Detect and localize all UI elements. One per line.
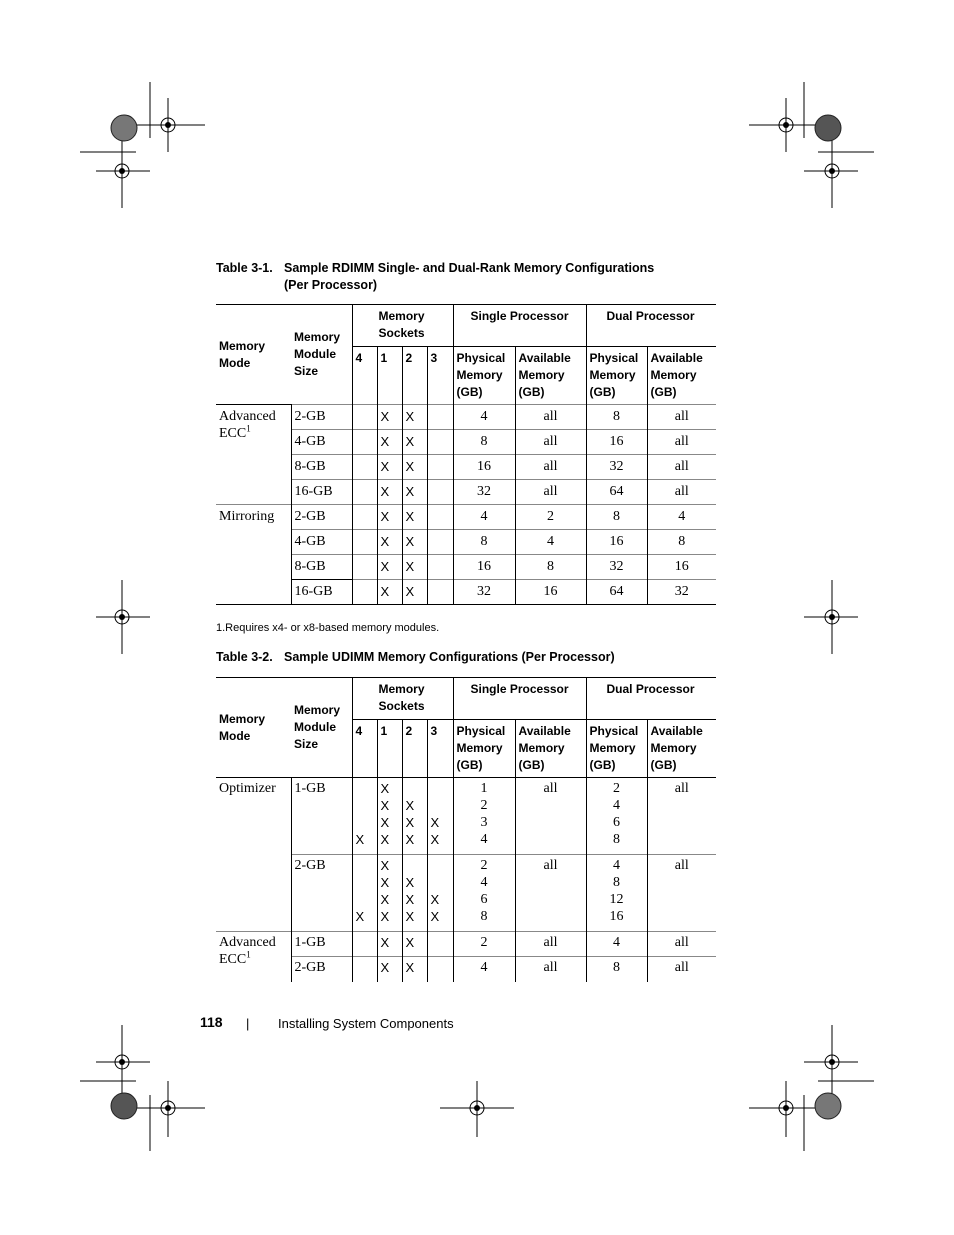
socket-cell: X [377,405,402,430]
socket-cell [427,480,453,505]
socket-cell [352,480,377,505]
socket-cell [427,505,453,530]
table-row [216,405,716,430]
mode-cell: Optimizer [219,781,276,796]
mode-label: Advanced ECC [219,935,276,967]
value-cell: 16 [586,530,647,555]
size-cell: 8-GB [291,555,352,580]
value-cell: all [647,430,716,455]
value-cell: 16 [647,555,716,580]
mode-cell [216,932,291,982]
value-item: 4 [613,798,621,813]
size-cell: 2-GB [291,405,352,430]
value-cell: all [647,957,716,982]
socket-mark: X [380,875,390,890]
socket-cell: X [377,480,402,505]
value-cell: all [515,480,586,505]
table2 [216,677,716,982]
value-item: 3 [480,815,488,830]
value-cell: all [647,855,716,932]
socket-mark: X [355,909,365,924]
header-socket-1: 1 [377,720,402,778]
table1-title-line1: Sample RDIMM Single- and Dual-Rank Memory Configurations [284,261,655,275]
table-row [216,932,716,957]
value-cell: 64 [586,580,647,605]
value-cell: 32 [586,555,647,580]
value-item: 12 [609,892,624,907]
value-cell: 2 [453,932,515,957]
mode-label: Advanced ECC [219,409,276,441]
socket-mark: X [380,858,390,873]
value-cell: 32 [453,580,515,605]
socket-cell [427,932,453,957]
footnote-ref: 1 [246,423,251,434]
socket-mark [356,814,374,831]
socket-cell: X [402,555,427,580]
size-cell: 4-GB [291,530,352,555]
header-single-available: Available Memory (GB) [515,347,586,405]
value-cell: all [647,778,716,855]
socket-mark [356,780,374,797]
socket-cell [352,932,377,957]
table2-caption [216,649,615,666]
socket-cell: X [377,505,402,530]
socket-mark: X [430,892,440,907]
socket-cell [427,455,453,480]
header-socket-4: 4 [352,720,377,778]
value-cell: 4 [586,932,647,957]
table-row [216,555,716,580]
socket-mark [356,797,374,814]
socket-cell [402,778,427,855]
size-cell: 2-GB [291,505,352,530]
table-row [216,957,716,982]
table-row [216,430,716,455]
header-dual-physical: Physical Memory (GB) [586,720,647,778]
table1-body [216,405,716,605]
footer-separator: | [246,1016,250,1031]
value-cell [453,778,515,855]
socket-cell: X [402,455,427,480]
size-cell: 2-GB [291,855,352,932]
socket-mark: X [405,875,415,890]
value-cell: 8 [453,530,515,555]
socket-cell [377,855,402,932]
header-single-available: Available Memory (GB) [515,720,586,778]
value-cell: 32 [453,480,515,505]
header-socket-3: 3 [427,347,453,405]
socket-mark [356,891,374,908]
table-row [216,778,716,855]
socket-mark [431,857,450,874]
header-dual-physical: Physical Memory (GB) [586,347,647,405]
value-item: 4 [480,832,488,847]
value-cell: 16 [515,580,586,605]
header-socket-3: 3 [427,720,453,778]
table-row [216,580,716,605]
socket-cell [352,957,377,982]
socket-cell: X [402,430,427,455]
socket-cell [427,778,453,855]
value-cell: 16 [453,455,515,480]
socket-mark: X [380,832,390,847]
value-cell: 4 [515,530,586,555]
socket-cell [427,530,453,555]
socket-cell: X [402,405,427,430]
value-cell: 8 [586,957,647,982]
socket-cell: X [402,957,427,982]
value-cell: all [515,778,586,855]
size-cell: 16-GB [291,580,352,605]
footnote: 1.Requires x4- or x8-based memory modules. [216,622,440,634]
table1-caption [216,260,654,294]
value-cell: 4 [453,405,515,430]
table2-number: Table 3-2. [216,650,273,664]
table-row [216,455,716,480]
value-cell: 8 [515,555,586,580]
value-cell: all [647,480,716,505]
value-cell: all [647,932,716,957]
value-item: 4 [613,858,621,873]
socket-cell [427,405,453,430]
socket-cell [352,580,377,605]
value-cell: 4 [453,957,515,982]
socket-cell: X [377,555,402,580]
socket-mark: X [405,798,415,813]
value-cell: 8 [586,505,647,530]
socket-cell [352,530,377,555]
socket-cell: X [377,455,402,480]
value-cell: 16 [586,430,647,455]
value-cell: all [647,455,716,480]
header-dual-processor: Dual Processor [586,305,716,347]
value-item: 1 [480,781,488,796]
header-memory-sockets: Memory Sockets [352,305,453,347]
header-single-physical: Physical Memory (GB) [453,347,515,405]
size-cell: 4-GB [291,430,352,455]
socket-cell: X [402,505,427,530]
socket-mark: X [380,909,390,924]
value-cell: all [515,430,586,455]
socket-mark [431,780,450,797]
value-item: 2 [480,798,488,813]
value-cell: all [515,855,586,932]
size-cell: 1-GB [291,778,352,855]
socket-mark: X [405,815,415,830]
socket-mark: X [430,909,440,924]
socket-cell: X [402,480,427,505]
socket-cell [352,855,377,932]
header-memory-sockets: Memory Sockets [352,678,453,720]
socket-cell: X [377,932,402,957]
value-cell: all [647,405,716,430]
value-cell: 2 [515,505,586,530]
socket-cell [352,555,377,580]
socket-mark [406,857,424,874]
table1 [216,304,716,605]
mode-cell: Mirroring [216,505,291,605]
footer-section: Installing System Components [278,1016,454,1031]
socket-mark [431,874,450,891]
header-memory-mode: Memory Mode [219,338,266,370]
value-cell [453,855,515,932]
value-cell: 8 [586,405,647,430]
value-item: 6 [480,892,488,907]
socket-cell [427,555,453,580]
header-module-size: Memory Module Size [294,330,341,378]
mode-cell [216,405,291,505]
value-cell: all [515,405,586,430]
value-item: 2 [480,858,488,873]
size-cell: 16-GB [291,480,352,505]
socket-cell [352,455,377,480]
socket-cell [377,778,402,855]
header-single-processor: Single Processor [453,305,586,347]
header-dual-available: Available Memory (GB) [647,347,716,405]
socket-cell [352,430,377,455]
socket-mark [431,797,450,814]
socket-mark: X [355,832,365,847]
value-cell: 32 [647,580,716,605]
socket-mark: X [430,815,440,830]
header-socket-1: 1 [377,347,402,405]
value-item: 4 [480,875,488,890]
value-item: 8 [480,909,488,924]
socket-cell: X [377,580,402,605]
value-cell: 4 [647,505,716,530]
socket-cell [352,405,377,430]
socket-cell [427,430,453,455]
socket-mark: X [405,909,415,924]
value-cell [586,778,647,855]
value-item: 2 [613,781,621,796]
table-row [216,480,716,505]
table-row [216,505,716,530]
header-memory-mode: Memory Mode [219,711,266,743]
header-socket-4: 4 [352,347,377,405]
table-row [216,855,716,932]
socket-cell [352,505,377,530]
header-socket-2: 2 [402,347,427,405]
size-cell: 8-GB [291,455,352,480]
table1-number: Table 3-1. [216,261,273,275]
size-cell: 2-GB [291,957,352,982]
header-dual-processor: Dual Processor [586,678,716,720]
header-dual-available: Available Memory (GB) [647,720,716,778]
socket-cell: X [402,932,427,957]
socket-mark: X [380,815,390,830]
socket-mark: X [380,798,390,813]
page-number: 118 [200,1014,223,1030]
socket-mark [356,874,374,891]
socket-cell [427,855,453,932]
socket-mark [406,780,424,797]
table-row [216,530,716,555]
socket-cell: X [402,530,427,555]
footnote-ref: 1 [246,949,251,960]
table1-title-line2: (Per Processor) [284,278,378,292]
header-single-processor: Single Processor [453,678,586,720]
size-cell: 1-GB [291,932,352,957]
value-cell: all [515,932,586,957]
value-cell: 8 [647,530,716,555]
value-item: 6 [613,815,621,830]
socket-cell [427,957,453,982]
socket-mark: X [430,832,440,847]
socket-mark: X [405,832,415,847]
value-cell [586,855,647,932]
table2-body [216,778,716,982]
value-cell: 4 [453,505,515,530]
header-socket-2: 2 [402,720,427,778]
value-cell: 16 [453,555,515,580]
value-cell: 8 [453,430,515,455]
value-cell: all [515,957,586,982]
socket-cell [402,855,427,932]
socket-cell [352,778,377,855]
socket-cell: X [377,430,402,455]
value-cell: 32 [586,455,647,480]
table2-title: Sample UDIMM Memory Configurations (Per Processor) [284,650,615,664]
value-cell: all [515,455,586,480]
socket-mark: X [405,892,415,907]
socket-cell: X [377,957,402,982]
socket-mark [356,857,374,874]
value-item: 8 [613,875,621,890]
value-item: 8 [613,832,621,847]
value-cell: 64 [586,480,647,505]
value-item: 16 [609,909,624,924]
header-module-size: Memory Module Size [294,703,341,751]
socket-mark: X [380,781,390,796]
socket-cell: X [377,530,402,555]
socket-cell [427,580,453,605]
socket-cell: X [402,580,427,605]
header-single-physical: Physical Memory (GB) [453,720,515,778]
socket-mark: X [380,892,390,907]
